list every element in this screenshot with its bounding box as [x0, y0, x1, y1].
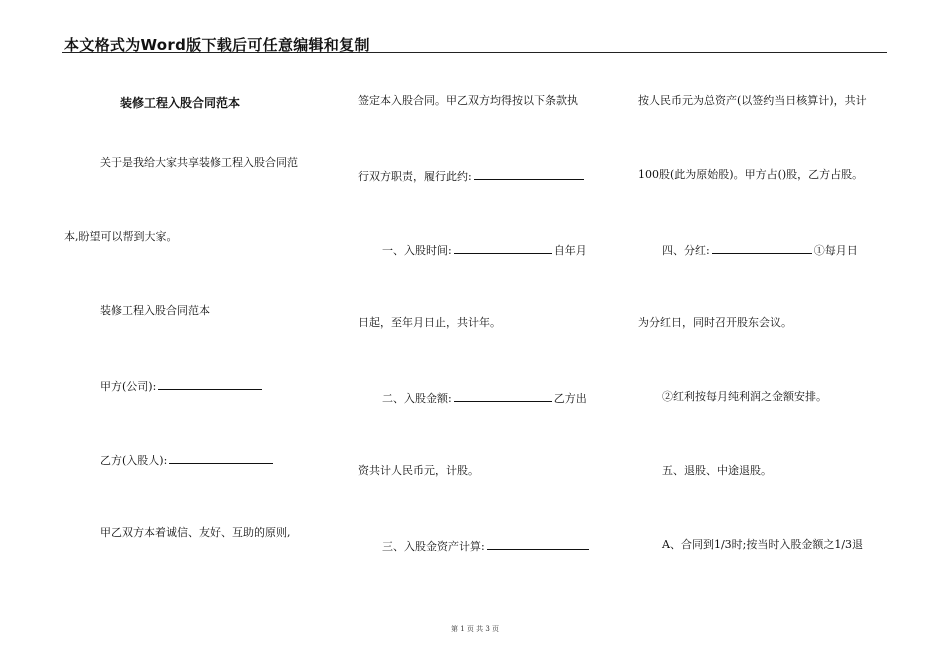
intro-line-2: 本,盼望可以帮到大家。	[64, 230, 178, 243]
clause-4-suffix: ①每月日	[813, 244, 858, 257]
clause-3-label: 三、入股金资产计算:	[382, 540, 485, 553]
obligation-blank[interactable]	[474, 168, 584, 180]
document-header-title: 本文格式为Word版下载后可任意编辑和复制	[64, 36, 370, 54]
party-b-blank[interactable]	[169, 452, 273, 464]
clause-5-heading: 五、退股、中途退股。	[662, 464, 772, 477]
clause-2-suffix: 乙方出	[553, 392, 587, 405]
clause-1-line	[382, 242, 587, 258]
clause-2-line	[382, 390, 587, 406]
party-b-label: 乙方(入股人):	[100, 454, 168, 467]
clause-5-item-a: A、合同到1/3时;按当时入股金额之1/3退	[662, 538, 864, 551]
clause-4-item-2: ②红利按每月纯利润之金额安排。	[662, 390, 827, 403]
clause-3-blank[interactable]	[487, 538, 589, 550]
party-a-label: 甲方(公司):	[100, 380, 157, 393]
page-number: 第 1 页 共 3 页	[450, 625, 500, 633]
clause-1-continuation: 日起，至年月日止，共计年。	[358, 316, 501, 329]
clause-4-blank[interactable]	[712, 242, 812, 254]
text-column-1	[64, 0, 328, 672]
clause-3-line	[382, 538, 591, 554]
col3-line-1: 按人民币元为总资产(以签约当日核算计)，共计	[638, 94, 867, 107]
col2-line-1: 签定本入股合同。甲乙双方均得按以下条款执	[358, 94, 578, 107]
col2-line-2	[358, 168, 586, 184]
col2-line-2-text: 行双方职责，履行此约:	[358, 170, 472, 183]
clause-2-continuation: 资共计人民币元，计股。	[358, 464, 479, 477]
principle-line: 甲乙双方本着诚信、友好、互助的原则,	[100, 526, 291, 539]
text-column-3	[638, 0, 888, 672]
clause-2-label: 二、入股金额:	[382, 392, 452, 405]
col3-line-2: 100股(此为原始股)。甲方占()股，乙方占股。	[638, 168, 864, 181]
clause-1-blank[interactable]	[454, 242, 552, 254]
clause-1-suffix: 自年月	[553, 244, 587, 257]
clause-4-label: 四、分红:	[662, 244, 710, 257]
intro-line-1: 关于是我给大家共享装修工程入股合同范	[100, 156, 298, 169]
clause-4-line	[662, 242, 858, 258]
text-column-2	[358, 0, 608, 672]
party-a-blank[interactable]	[158, 378, 262, 390]
document-title: 装修工程入股合同范本	[120, 96, 241, 110]
party-a-line	[100, 378, 264, 394]
clause-1-label: 一、入股时间:	[382, 244, 452, 257]
contract-subtitle: 装修工程入股合同范本	[100, 304, 210, 317]
party-b-line	[100, 452, 275, 468]
clause-4-continuation: 为分红日，同时召开股东会议。	[638, 316, 792, 329]
clause-2-blank[interactable]	[454, 390, 552, 402]
